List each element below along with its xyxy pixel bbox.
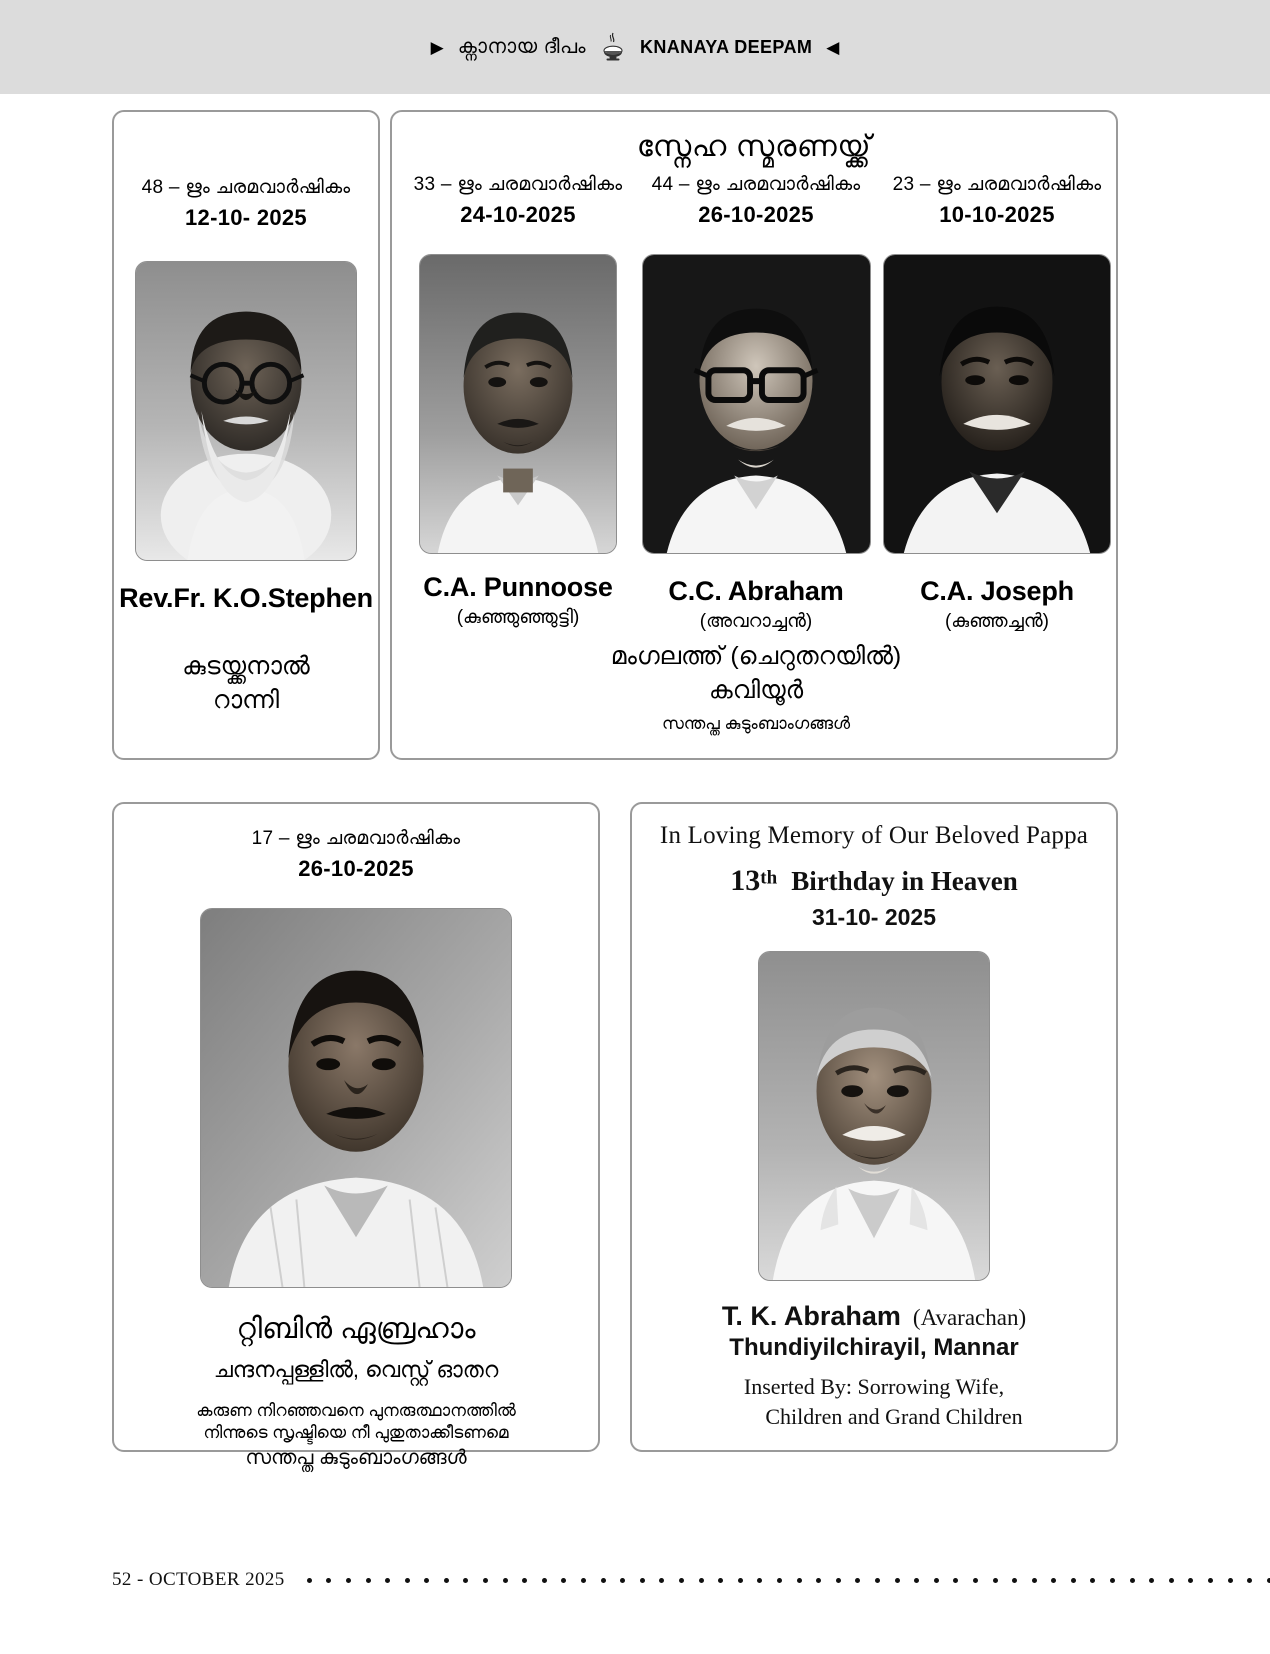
footer-dot (1032, 1578, 1037, 1583)
family-line: സന്തപ്ത കുടുംബാംഗങ്ങൾ (245, 1446, 467, 1469)
footer-dot (914, 1578, 919, 1583)
prayer-line-1: കരുണ നിറഞ്ഞവനെ പുനരുത്ഥാനത്തിൽ (196, 1400, 516, 1420)
footer-dot (346, 1578, 351, 1583)
anniversary-date: 26-10-2025 (698, 202, 814, 227)
birthday-ordinal-suffix: th (760, 867, 778, 889)
footer-dot (620, 1578, 625, 1583)
footer-dot (1090, 1578, 1095, 1583)
deceased-name-row (632, 1301, 1116, 1332)
deceased-name: C.A. Joseph (920, 576, 1074, 606)
page-number: 52 - OCTOBER 2025 (112, 1569, 285, 1590)
deceased-name: T. K. Abraham (721, 1301, 901, 1331)
portrait-photo-tk-abraham (758, 951, 990, 1281)
footer-dot (522, 1578, 527, 1583)
portrait-photo-abraham (642, 254, 871, 554)
footer-dot (601, 1578, 606, 1583)
portrait-photo-joseph (883, 254, 1111, 554)
deceased-name: റ്റിബിൻ ഏബ്രഹാം (236, 1313, 476, 1345)
footer-dot (1208, 1578, 1213, 1583)
footer-dot (640, 1578, 645, 1583)
footer-dot (463, 1578, 468, 1583)
family-block (392, 640, 1120, 734)
right-triangle-icon: ◀ (826, 37, 840, 57)
memorial-entry-abraham (635, 174, 877, 633)
birthday-date: 31-10- 2025 (811, 904, 937, 930)
deceased-nickname: (Avarachan) (912, 1305, 1027, 1330)
footer-dot (1110, 1578, 1115, 1583)
anniversary-date: 24-10-2025 (460, 202, 576, 227)
footer-dot (679, 1578, 684, 1583)
anniversary-date: 26-10-2025 (298, 856, 414, 881)
footer-dot (405, 1578, 410, 1583)
page-footer (0, 1560, 1270, 1600)
deceased-nickname: (അവറാച്ചൻ) (699, 611, 813, 632)
footer-dot (777, 1578, 782, 1583)
footer-dot (738, 1578, 743, 1583)
footer-dot (561, 1578, 566, 1583)
anniversary-label: 17 – ഋം ചരമവാർഷികം (251, 828, 461, 849)
anniversary-label: 48 – ഋം ചരമവാർഷികം (141, 177, 351, 198)
birthday-number: 13 (730, 864, 761, 897)
footer-dot (1071, 1578, 1076, 1583)
footer-dot (1130, 1578, 1135, 1583)
footer-dot (542, 1578, 547, 1583)
left-triangle-icon: ▶ (430, 37, 444, 57)
footer-dot (581, 1578, 586, 1583)
deceased-nickname: (കുഞ്ഞച്ചൻ) (944, 611, 1050, 632)
place-line-1: കുടയ്ക്കനാൽ (182, 652, 310, 680)
footer-dot (797, 1578, 802, 1583)
anniversary-date: 10-10-2025 (939, 202, 1055, 227)
footer-dot (366, 1578, 371, 1583)
portrait-photo-stephen (135, 261, 357, 561)
header-inner (431, 32, 840, 62)
header-malayalam-title: ക്നാനായ ദീപം (457, 35, 586, 58)
footer-dot (895, 1578, 900, 1583)
footer-dot (934, 1578, 939, 1583)
portrait-photo-tibin (200, 908, 512, 1288)
memorial-entry-punnoose (402, 174, 634, 629)
footer-dot (953, 1578, 958, 1583)
deceased-name: C.C. Abraham (668, 576, 844, 606)
memorial-panel-tk-abraham (630, 802, 1118, 1452)
memorial-panel-stephen (112, 110, 380, 760)
deceased-name: C.A. Punnoose (423, 572, 613, 602)
footer-dot (424, 1578, 429, 1583)
footer-dot (757, 1578, 762, 1583)
deceased-nickname: (കുഞ്ഞുഞ്ഞുട്ടി) (456, 607, 580, 628)
header-english-title: KNANAYA DEEPAM (639, 36, 813, 57)
footer-dot (836, 1578, 841, 1583)
footer-dot (503, 1578, 508, 1583)
footer-dot (444, 1578, 449, 1583)
anniversary-label: 23 – ഋം ചരമവാർഷികം (892, 174, 1102, 195)
footer-dot (816, 1578, 821, 1583)
footer-dot (385, 1578, 390, 1583)
footer-dot (1149, 1578, 1154, 1583)
house-name: മംഗലത്ത് (ചെറുതറയിൽ) (610, 642, 902, 670)
deceased-name: Rev.Fr. K.O.Stephen (119, 583, 373, 613)
memorial-entry-joseph (878, 174, 1116, 633)
place-name: ചന്ദനപ്പള്ളിൽ, വെസ്റ്റ് ഓതറ (213, 1357, 499, 1383)
footer-dot (1228, 1578, 1233, 1583)
footer-dot (1012, 1578, 1017, 1583)
footer-dot (875, 1578, 880, 1583)
footer-dot (993, 1578, 998, 1583)
footer-dot (718, 1578, 723, 1583)
footer-dot-rule (307, 1578, 1270, 1583)
portrait-photo-punnoose (419, 254, 617, 554)
footer-dot (326, 1578, 331, 1583)
memory-line: In Loving Memory of Our Beloved Pappa (659, 822, 1089, 849)
anniversary-label: 33 – ഋം ചരമവാർഷികം (413, 174, 623, 195)
birthday-text: Birthday in Heaven (791, 866, 1018, 896)
footer-dot (483, 1578, 488, 1583)
footer-dot (699, 1578, 704, 1583)
inserted-by-line-1: Inserted By: Sorrowing Wife, (743, 1374, 1005, 1399)
oil-lamp-icon (600, 32, 626, 62)
footer-dot (307, 1578, 312, 1583)
footer-dot (659, 1578, 664, 1583)
inserted-by-line-2: Children and Grand Children (765, 1404, 1023, 1429)
page-header (0, 0, 1270, 94)
place-name: കവിയൂർ (708, 675, 804, 704)
family-line: സന്തപ്ത കുടുംബാംഗങ്ങൾ (661, 713, 851, 733)
place-name: Thundiyilchirayil, Mannar (729, 1334, 1019, 1361)
place-line-2: റാന്നി (212, 685, 280, 714)
anniversary-date: 12-10- 2025 (185, 205, 307, 230)
footer-dot (1051, 1578, 1056, 1583)
memorial-panel-mangalath (390, 110, 1118, 760)
memorial-panel-tibin (112, 802, 600, 1469)
birthday-heading (632, 864, 1116, 898)
footer-dot (855, 1578, 860, 1583)
anniversary-label: 44 – ഋം ചരമവാർഷികം (651, 174, 861, 195)
footer-dot (973, 1578, 978, 1583)
footer-dot (1188, 1578, 1193, 1583)
footer-dot (1247, 1578, 1252, 1583)
section-title: സ്നേഹ സ്മരണയ്ക്ക് (636, 130, 872, 163)
footer-dot (1169, 1578, 1174, 1583)
prayer-line-2: നിന്നുടെ സൃഷ്ടിയെ നീ പുതുതാക്കീടണമെ (203, 1422, 509, 1442)
